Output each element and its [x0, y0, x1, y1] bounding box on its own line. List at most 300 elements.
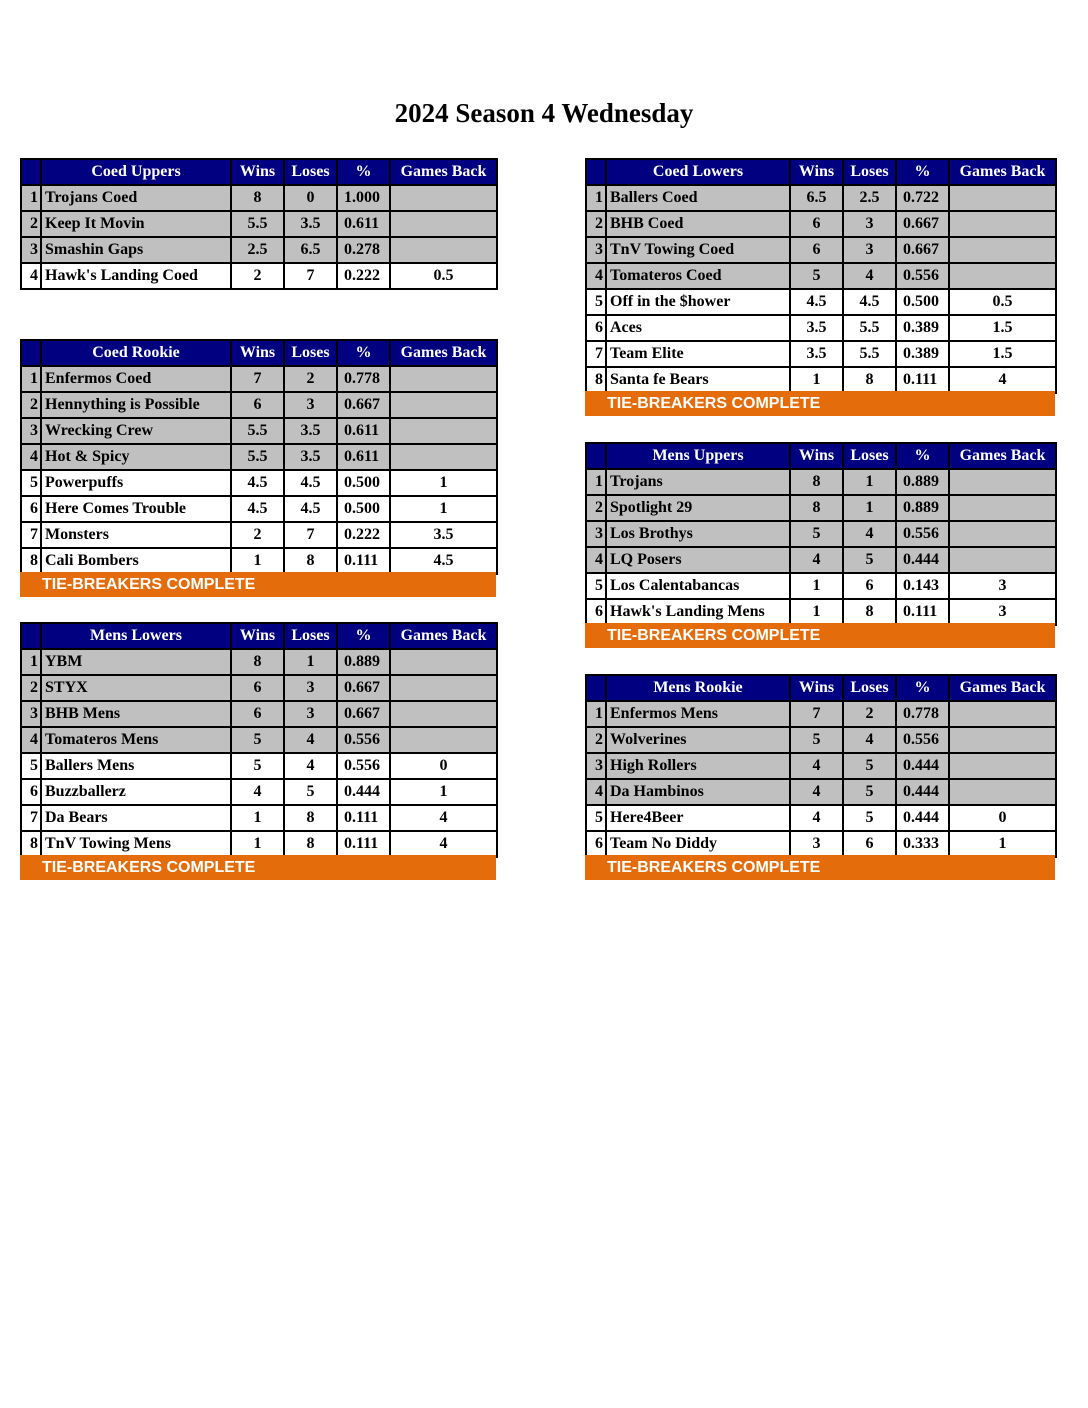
table-row	[586, 315, 1056, 341]
win-pct: 0.500	[896, 289, 949, 315]
loses: 2	[843, 701, 896, 727]
win-pct: 0.333	[896, 831, 949, 857]
win-pct: 0.722	[896, 185, 949, 211]
wins: 5	[231, 727, 284, 753]
games-back: 0	[390, 753, 497, 779]
loses: 5.5	[843, 315, 896, 341]
table-row	[21, 779, 497, 805]
table-row	[21, 649, 497, 675]
win-pct: 0.111	[337, 805, 390, 831]
wins: 6	[231, 701, 284, 727]
games-back: 1	[390, 470, 497, 496]
standings-table-coed-uppers	[20, 158, 498, 290]
games-back	[949, 779, 1056, 805]
team-name: Here Comes Trouble	[41, 496, 231, 522]
win-pct: 0.611	[337, 211, 390, 237]
rank: 7	[21, 522, 41, 548]
rank: 5	[21, 753, 41, 779]
table-row	[21, 237, 497, 263]
win-pct: 0.444	[896, 753, 949, 779]
pct-header: %	[337, 340, 390, 366]
wins: 1	[231, 831, 284, 857]
team-name: Da Hambinos	[606, 779, 790, 805]
loses: 5.5	[843, 341, 896, 367]
wins: 4	[790, 753, 843, 779]
table-row	[21, 211, 497, 237]
win-pct: 0.111	[337, 548, 390, 574]
games-back: 1	[390, 496, 497, 522]
wins-header: Wins	[790, 675, 843, 701]
team-name: Cali Bombers	[41, 548, 231, 574]
table-row	[586, 805, 1056, 831]
wins-header: Wins	[231, 623, 284, 649]
loses: 7	[284, 522, 337, 548]
table-row	[586, 289, 1056, 315]
table-row	[21, 470, 497, 496]
wins: 8	[231, 185, 284, 211]
rank: 3	[586, 237, 606, 263]
standings-table-mens-lowers	[20, 622, 498, 858]
wins: 6	[231, 392, 284, 418]
pct-header: %	[896, 675, 949, 701]
table-row	[586, 495, 1056, 521]
loses: 3.5	[284, 211, 337, 237]
wins: 2.5	[231, 237, 284, 263]
tie-breakers-banner: TIE-BREAKERS COMPLETE	[20, 572, 496, 597]
games-back: 3	[949, 599, 1056, 625]
games-back-header: Games Back	[949, 443, 1056, 469]
rank: 4	[586, 779, 606, 805]
win-pct: 0.556	[896, 521, 949, 547]
wins: 5.5	[231, 211, 284, 237]
loses: 6.5	[284, 237, 337, 263]
games-back: 1.5	[949, 341, 1056, 367]
loses-header: Loses	[843, 159, 896, 185]
loses-header: Loses	[843, 675, 896, 701]
games-back-header: Games Back	[390, 623, 497, 649]
rank: 2	[586, 727, 606, 753]
rank: 5	[586, 289, 606, 315]
team-name: Smashin Gaps	[41, 237, 231, 263]
games-back: 4	[390, 805, 497, 831]
games-back: 0.5	[949, 289, 1056, 315]
loses: 3.5	[284, 444, 337, 470]
win-pct: 0.444	[896, 779, 949, 805]
team-name: Team No Diddy	[606, 831, 790, 857]
games-back: 0	[949, 805, 1056, 831]
loses-header: Loses	[284, 159, 337, 185]
standings-table-mens-rookie	[585, 674, 1057, 858]
table-row	[21, 185, 497, 211]
win-pct: 0.667	[896, 237, 949, 263]
table-row	[586, 367, 1056, 393]
wins: 4.5	[231, 470, 284, 496]
team-name: Hot & Spicy	[41, 444, 231, 470]
wins: 6	[231, 675, 284, 701]
rank: 6	[21, 779, 41, 805]
wins: 3.5	[790, 341, 843, 367]
games-back	[949, 469, 1056, 495]
wins-header: Wins	[790, 443, 843, 469]
team-name: Monsters	[41, 522, 231, 548]
loses: 3	[843, 237, 896, 263]
wins: 1	[790, 367, 843, 393]
loses: 4.5	[284, 496, 337, 522]
table-row	[21, 805, 497, 831]
games-back-header: Games Back	[949, 675, 1056, 701]
win-pct: 0.444	[337, 779, 390, 805]
loses: 8	[284, 805, 337, 831]
rank-header	[586, 159, 606, 185]
division-name: Coed Uppers	[41, 159, 231, 185]
wins: 4	[790, 547, 843, 573]
rank: 4	[586, 263, 606, 289]
rank: 5	[586, 573, 606, 599]
wins: 1	[790, 573, 843, 599]
loses: 4	[843, 521, 896, 547]
team-name: Tomateros Mens	[41, 727, 231, 753]
games-back: 0.5	[390, 263, 497, 289]
rank: 1	[586, 701, 606, 727]
team-name: BHB Coed	[606, 211, 790, 237]
rank: 7	[21, 805, 41, 831]
games-back: 3.5	[390, 522, 497, 548]
division-name: Coed Lowers	[606, 159, 790, 185]
wins: 4.5	[790, 289, 843, 315]
standings-table-coed-rookie	[20, 339, 498, 575]
team-name: Wrecking Crew	[41, 418, 231, 444]
rank: 2	[21, 211, 41, 237]
wins: 4	[790, 779, 843, 805]
wins: 8	[790, 469, 843, 495]
page-title: 2024 Season 4 Wednesday	[394, 98, 694, 128]
win-pct: 0.889	[337, 649, 390, 675]
wins: 3	[790, 831, 843, 857]
games-back	[949, 753, 1056, 779]
win-pct: 0.556	[896, 727, 949, 753]
wins: 8	[231, 649, 284, 675]
wins: 3.5	[790, 315, 843, 341]
games-back	[390, 185, 497, 211]
table-row	[21, 753, 497, 779]
tie-breakers-banner: TIE-BREAKERS COMPLETE	[20, 855, 496, 880]
loses: 3	[284, 675, 337, 701]
table-row	[21, 418, 497, 444]
table-row	[586, 701, 1056, 727]
wins-header: Wins	[231, 340, 284, 366]
win-pct: 0.667	[337, 675, 390, 701]
loses: 4	[843, 263, 896, 289]
wins: 2	[231, 522, 284, 548]
wins: 1	[231, 805, 284, 831]
team-name: TnV Towing Mens	[41, 831, 231, 857]
tie-breakers-banner: TIE-BREAKERS COMPLETE	[585, 391, 1055, 416]
wins: 5.5	[231, 444, 284, 470]
games-back	[949, 211, 1056, 237]
table-row	[21, 522, 497, 548]
team-name: TnV Towing Coed	[606, 237, 790, 263]
rank: 6	[586, 599, 606, 625]
rank: 4	[21, 263, 41, 289]
games-back	[390, 366, 497, 392]
win-pct: 0.667	[337, 701, 390, 727]
win-pct: 0.444	[896, 805, 949, 831]
team-name: BHB Mens	[41, 701, 231, 727]
wins: 4	[231, 779, 284, 805]
loses: 4.5	[284, 470, 337, 496]
team-name: Tomateros Coed	[606, 263, 790, 289]
wins: 6	[790, 211, 843, 237]
wins: 2	[231, 263, 284, 289]
table-row	[586, 521, 1056, 547]
table-row	[586, 263, 1056, 289]
rank: 7	[586, 341, 606, 367]
wins: 6	[790, 237, 843, 263]
team-name: Powerpuffs	[41, 470, 231, 496]
loses: 5	[843, 779, 896, 805]
rank: 1	[21, 366, 41, 392]
team-name: Wolverines	[606, 727, 790, 753]
win-pct: 0.389	[896, 315, 949, 341]
pct-header: %	[337, 623, 390, 649]
win-pct: 0.889	[896, 469, 949, 495]
team-name: Los Calentabancas	[606, 573, 790, 599]
team-name: Los Brothys	[606, 521, 790, 547]
rank: 5	[21, 470, 41, 496]
table-row	[21, 675, 497, 701]
win-pct: 0.667	[896, 211, 949, 237]
win-pct: 0.444	[896, 547, 949, 573]
loses-header: Loses	[284, 340, 337, 366]
loses: 3	[843, 211, 896, 237]
team-name: Keep It Movin	[41, 211, 231, 237]
team-name: Ballers Coed	[606, 185, 790, 211]
loses: 1	[843, 495, 896, 521]
wins: 7	[231, 366, 284, 392]
table-row	[586, 599, 1056, 625]
table-row	[586, 547, 1056, 573]
table-row	[21, 727, 497, 753]
games-back: 3	[949, 573, 1056, 599]
table-row	[586, 185, 1056, 211]
wins: 1	[790, 599, 843, 625]
rank: 3	[586, 753, 606, 779]
games-back	[390, 727, 497, 753]
games-back	[949, 237, 1056, 263]
rank: 4	[21, 444, 41, 470]
loses: 8	[284, 548, 337, 574]
wins: 6.5	[790, 185, 843, 211]
team-name: Enfermos Coed	[41, 366, 231, 392]
wins: 8	[790, 495, 843, 521]
loses: 2	[284, 366, 337, 392]
games-back	[949, 521, 1056, 547]
table-row	[586, 237, 1056, 263]
win-pct: 0.389	[896, 341, 949, 367]
loses: 2.5	[843, 185, 896, 211]
win-pct: 0.667	[337, 392, 390, 418]
rank-header	[586, 675, 606, 701]
table-row	[21, 366, 497, 392]
table-row	[586, 779, 1056, 805]
table-row	[21, 496, 497, 522]
team-name: LQ Posers	[606, 547, 790, 573]
win-pct: 0.111	[337, 831, 390, 857]
team-name: Santa fe Bears	[606, 367, 790, 393]
rank-header	[586, 443, 606, 469]
division-name: Coed Rookie	[41, 340, 231, 366]
games-back	[949, 495, 1056, 521]
loses: 1	[843, 469, 896, 495]
table-row	[586, 753, 1056, 779]
games-back: 1	[390, 779, 497, 805]
win-pct: 0.278	[337, 237, 390, 263]
team-name: Trojans Coed	[41, 185, 231, 211]
games-back	[390, 418, 497, 444]
rank: 4	[21, 727, 41, 753]
loses: 4	[843, 727, 896, 753]
rank: 1	[21, 649, 41, 675]
wins-header: Wins	[231, 159, 284, 185]
win-pct: 0.222	[337, 263, 390, 289]
rank: 1	[586, 469, 606, 495]
rank: 6	[586, 831, 606, 857]
wins: 5	[790, 727, 843, 753]
division-name: Mens Lowers	[41, 623, 231, 649]
games-back	[390, 649, 497, 675]
wins: 5	[790, 521, 843, 547]
tie-breakers-banner: TIE-BREAKERS COMPLETE	[585, 855, 1055, 880]
wins: 4	[790, 805, 843, 831]
table-row	[586, 573, 1056, 599]
rank: 3	[21, 237, 41, 263]
games-back	[390, 237, 497, 263]
wins: 5	[790, 263, 843, 289]
games-back	[390, 444, 497, 470]
team-name: Hennything is Possible	[41, 392, 231, 418]
table-row	[21, 263, 497, 289]
rank: 8	[586, 367, 606, 393]
rank: 2	[21, 675, 41, 701]
standings-table-mens-uppers	[585, 442, 1057, 626]
tie-breakers-banner: TIE-BREAKERS COMPLETE	[585, 623, 1055, 648]
loses-header: Loses	[843, 443, 896, 469]
loses: 6	[843, 573, 896, 599]
loses: 5	[284, 779, 337, 805]
rank-header	[21, 340, 41, 366]
team-name: Aces	[606, 315, 790, 341]
table-row	[586, 727, 1056, 753]
games-back	[390, 701, 497, 727]
table-row	[21, 831, 497, 857]
rank: 5	[586, 805, 606, 831]
games-back	[390, 675, 497, 701]
loses: 5	[843, 805, 896, 831]
team-name: Here4Beer	[606, 805, 790, 831]
team-name: Hawk's Landing Mens	[606, 599, 790, 625]
win-pct: 0.500	[337, 496, 390, 522]
games-back: 4	[949, 367, 1056, 393]
win-pct: 0.111	[896, 599, 949, 625]
team-name: STYX	[41, 675, 231, 701]
games-back-header: Games Back	[949, 159, 1056, 185]
wins: 7	[790, 701, 843, 727]
games-back: 1.5	[949, 315, 1056, 341]
loses: 1	[284, 649, 337, 675]
rank: 8	[21, 831, 41, 857]
wins: 5	[231, 753, 284, 779]
rank: 4	[586, 547, 606, 573]
pct-header: %	[337, 159, 390, 185]
rank: 2	[586, 211, 606, 237]
team-name: Team Elite	[606, 341, 790, 367]
rank: 8	[21, 548, 41, 574]
games-back	[949, 547, 1056, 573]
win-pct: 0.143	[896, 573, 949, 599]
loses: 6	[843, 831, 896, 857]
rank: 2	[586, 495, 606, 521]
team-name: Da Bears	[41, 805, 231, 831]
table-row	[586, 341, 1056, 367]
loses: 5	[843, 753, 896, 779]
division-name: Mens Rookie	[606, 675, 790, 701]
loses: 3	[284, 392, 337, 418]
team-name: High Rollers	[606, 753, 790, 779]
rank: 3	[586, 521, 606, 547]
wins: 1	[231, 548, 284, 574]
rank-header	[21, 623, 41, 649]
team-name: Buzzballerz	[41, 779, 231, 805]
games-back	[949, 727, 1056, 753]
standings-table-coed-lowers	[585, 158, 1057, 394]
games-back: 4.5	[390, 548, 497, 574]
wins: 4.5	[231, 496, 284, 522]
win-pct: 0.556	[896, 263, 949, 289]
team-name: Trojans	[606, 469, 790, 495]
table-row	[21, 701, 497, 727]
games-back	[949, 263, 1056, 289]
win-pct: 0.500	[337, 470, 390, 496]
games-back	[949, 185, 1056, 211]
team-name: YBM	[41, 649, 231, 675]
wins: 5.5	[231, 418, 284, 444]
loses: 4	[284, 753, 337, 779]
games-back: 4	[390, 831, 497, 857]
team-name: Hawk's Landing Coed	[41, 263, 231, 289]
win-pct: 0.222	[337, 522, 390, 548]
win-pct: 0.778	[896, 701, 949, 727]
win-pct: 0.111	[896, 367, 949, 393]
loses: 0	[284, 185, 337, 211]
win-pct: 0.611	[337, 418, 390, 444]
table-row	[21, 444, 497, 470]
loses-header: Loses	[284, 623, 337, 649]
loses: 4.5	[843, 289, 896, 315]
rank: 2	[21, 392, 41, 418]
rank: 1	[586, 185, 606, 211]
rank-header	[21, 159, 41, 185]
rank: 6	[586, 315, 606, 341]
team-name: Enfermos Mens	[606, 701, 790, 727]
team-name: Ballers Mens	[41, 753, 231, 779]
division-name: Mens Uppers	[606, 443, 790, 469]
table-row	[21, 392, 497, 418]
table-row	[586, 211, 1056, 237]
rank: 3	[21, 701, 41, 727]
team-name: Off in the $hower	[606, 289, 790, 315]
loses: 8	[843, 367, 896, 393]
rank: 1	[21, 185, 41, 211]
